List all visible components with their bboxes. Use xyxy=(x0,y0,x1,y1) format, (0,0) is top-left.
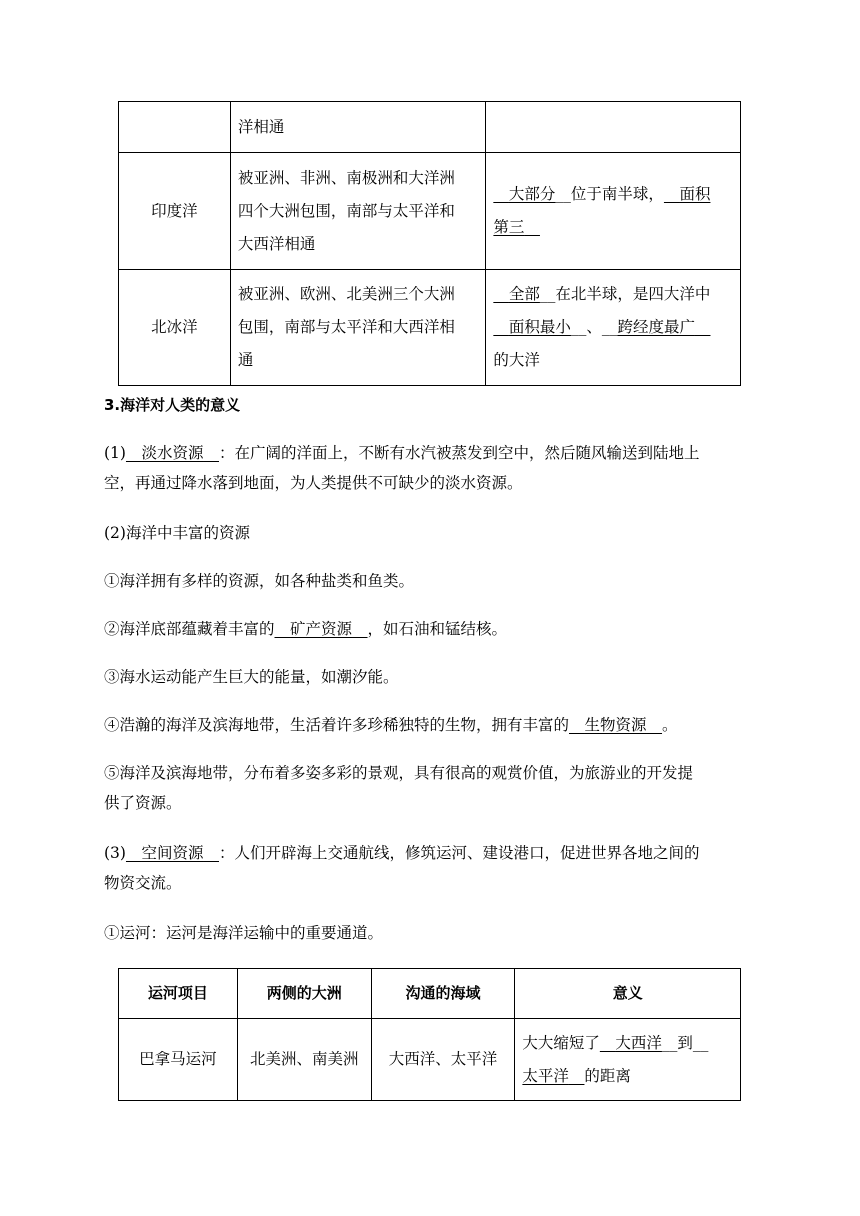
item-number: (1) xyxy=(104,444,126,462)
answer-blank: __ xyxy=(694,318,711,336)
answer-text: 第三 xyxy=(493,218,525,236)
table-header-row xyxy=(119,969,741,1019)
boundary-line: 被亚洲、非洲、南极洲和大洋洲 xyxy=(237,168,455,187)
list-item xyxy=(104,614,760,644)
boundary-line: 洋相通 xyxy=(237,117,285,136)
ocean-name-cell: 印度洋 xyxy=(119,153,231,270)
answer-text: 矿产资源 xyxy=(290,620,353,638)
boundary-line: 包围，南部与太平洋和大西洋相 xyxy=(237,318,455,336)
answer-blank: __ xyxy=(568,1066,585,1085)
paragraph-text: 。 xyxy=(662,716,678,734)
answer-text: 大西洋 xyxy=(615,1033,662,1052)
answer-blank: __ xyxy=(569,716,585,734)
table-row xyxy=(119,1019,741,1101)
paragraph-text: 物资交流。 xyxy=(104,874,182,892)
column-header: 两侧的大洲 xyxy=(237,969,371,1019)
seas-cell: 大西洋、太平洋 xyxy=(371,1019,515,1101)
boundary-cell xyxy=(230,270,486,386)
answer-text: 全部 xyxy=(508,285,540,303)
ocean-table xyxy=(118,101,741,386)
paragraph-text: ：在广阔的洋面上，不断有水汽被蒸发到空中，然后随风输送到陆地上 xyxy=(218,444,700,462)
table-row xyxy=(119,102,741,153)
answer-blank: __ xyxy=(599,1033,616,1052)
column-header: 沟通的海域 xyxy=(371,969,515,1019)
meaning-cell xyxy=(515,1019,741,1101)
answer-blank: __ xyxy=(646,716,663,734)
paragraph-text: 供了资源。 xyxy=(104,794,182,812)
answer-blank: __ xyxy=(352,620,368,638)
column-header: 意义 xyxy=(515,969,741,1019)
list-item: ①运河：运河是海洋运输中的重要通道。 xyxy=(104,924,384,942)
boundary-line: 四个大洲包围，南部与太平洋和 xyxy=(237,201,455,220)
boundary-cell xyxy=(230,153,486,270)
paragraph-resources: (2)海洋中丰富的资源 xyxy=(104,524,250,542)
feature-text: __位于南半球， xyxy=(555,185,664,203)
answer-text: 面积 xyxy=(679,185,711,203)
list-item xyxy=(104,758,760,818)
answer-text: 生物资源 xyxy=(584,716,647,734)
answer-blank: __ xyxy=(274,620,291,638)
answer-text: 面积最小 xyxy=(508,318,571,336)
paragraph-freshwater xyxy=(104,438,760,498)
paragraph-text: ，如石油和锰结核。 xyxy=(367,620,508,638)
paragraph-text: 空，再通过降水落到地面，为人类提供不可缺少的淡水资源。 xyxy=(104,474,523,492)
paragraph-space xyxy=(104,838,760,898)
cell-text: __到__ xyxy=(661,1033,709,1052)
paragraph-text: ④浩瀚的海洋及滨海地带，生活着许多珍稀独特的生物，拥有丰富的 xyxy=(104,716,570,734)
table-row xyxy=(119,270,741,386)
paragraph-text: ②海洋底部蕴藏着丰富的 xyxy=(104,620,275,638)
answer-blank: __ xyxy=(663,185,680,203)
section-heading: 3.海洋对人类的意义 xyxy=(104,396,241,414)
feature-text: __在北半球，是四大洋中 xyxy=(539,285,711,303)
item-number: (3) xyxy=(104,844,126,862)
boundary-cell xyxy=(230,102,486,153)
list-item: ①海洋拥有多样的资源，如各种盐类和鱼类。 xyxy=(104,572,415,590)
cell-text: 大大缩短了 xyxy=(522,1033,600,1052)
ocean-name-cell: 北冰洋 xyxy=(119,270,231,386)
answer-blank: __ xyxy=(125,844,142,862)
answer-text: 大部分 xyxy=(508,185,556,203)
feature-cell xyxy=(486,270,741,386)
list-item: ③海水运动能产生巨大的能量，如潮汐能。 xyxy=(104,668,399,686)
column-header: 运河项目 xyxy=(119,969,238,1019)
feature-text: 的大洋 xyxy=(493,351,540,369)
answer-blank: __ xyxy=(493,318,509,336)
paragraph-text: ：人们开辟海上交通航线，修筑运河、建设港口，促进世界各地之间的 xyxy=(218,844,700,862)
list-item xyxy=(104,710,760,740)
boundary-line: 通 xyxy=(237,351,254,369)
answer-blank: __ xyxy=(524,218,540,236)
answer-text: 跨经度最广 xyxy=(617,318,695,336)
feature-cell xyxy=(486,102,741,153)
answer-text: 淡水资源 xyxy=(141,444,204,462)
boundary-line: 被亚洲、欧洲、北美洲三个大洲 xyxy=(237,285,455,303)
feature-cell xyxy=(486,153,741,270)
table-row xyxy=(119,153,741,270)
boundary-line: 大西洋相通 xyxy=(237,234,316,253)
canal-table xyxy=(118,968,741,1101)
paragraph-text: ⑤海洋及滨海地带，分布着多姿多彩的景观，具有很高的观赏价值，为旅游业的开发提 xyxy=(104,764,694,782)
answer-blank: __ xyxy=(125,444,142,462)
ocean-name-cell xyxy=(119,102,231,153)
answer-text: 空间资源 xyxy=(141,844,204,862)
canal-name-cell: 巴拿马运河 xyxy=(119,1019,238,1101)
answer-blank: __ xyxy=(493,185,509,203)
answer-blank: __ xyxy=(203,844,219,862)
answer-text: 太平洋 xyxy=(522,1066,569,1085)
cell-text: 的距离 xyxy=(584,1066,631,1085)
continents-cell: 北美洲、南美洲 xyxy=(237,1019,371,1101)
answer-blank: __ xyxy=(493,285,509,303)
answer-blank: __、__ xyxy=(570,318,618,336)
answer-blank: __ xyxy=(203,444,219,462)
